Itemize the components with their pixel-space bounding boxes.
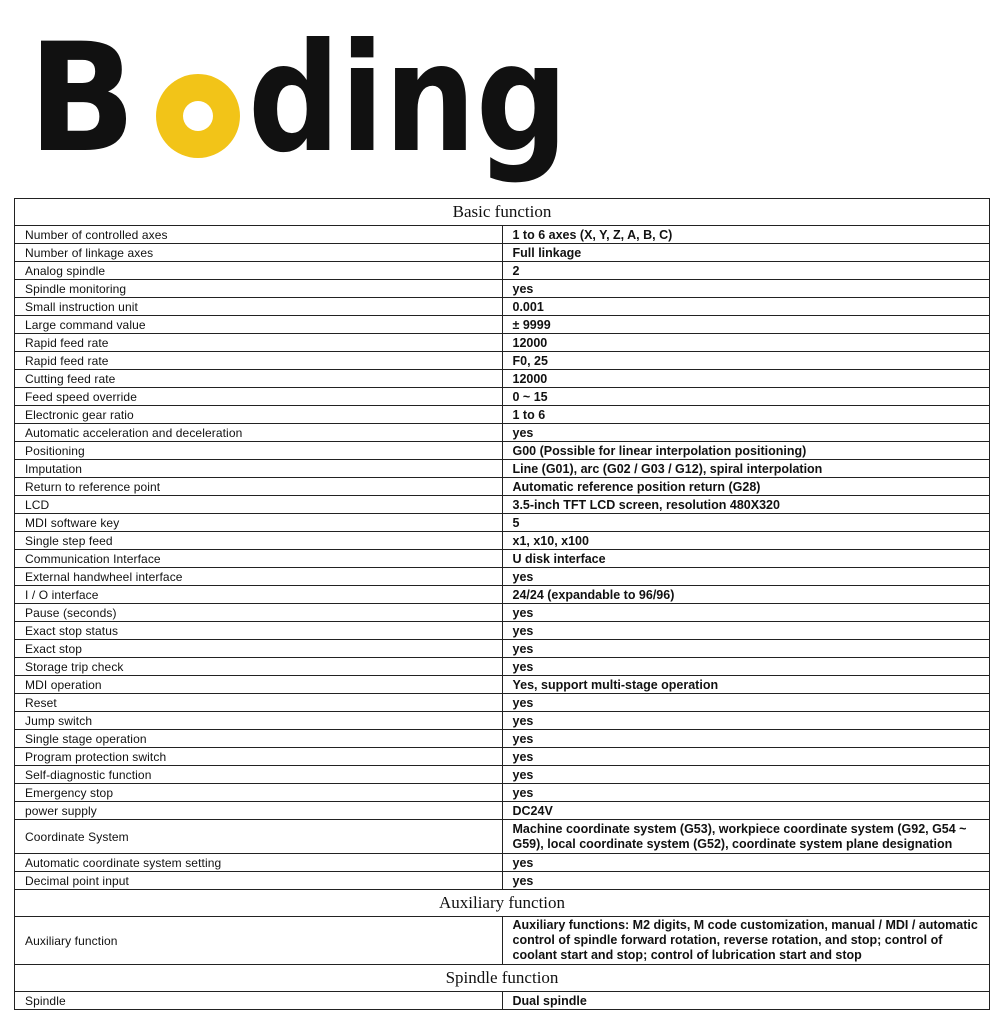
spec-value: U disk interface (502, 550, 990, 568)
spec-value: yes (502, 280, 990, 298)
spec-label: Feed speed override (15, 388, 503, 406)
table-row (15, 748, 990, 766)
table-row (15, 442, 990, 460)
spec-value: Automatic reference position return (G28) (502, 478, 990, 496)
table-row (15, 712, 990, 730)
spec-label: Number of linkage axes (15, 244, 503, 262)
spec-label: Positioning (15, 442, 503, 460)
spec-label: Storage trip check (15, 658, 503, 676)
spec-value: yes (502, 766, 990, 784)
spec-value: 12000 (502, 334, 990, 352)
table-row (15, 992, 990, 1010)
spec-label: Small instruction unit (15, 298, 503, 316)
spec-value: yes (502, 712, 990, 730)
spec-value: yes (502, 424, 990, 442)
spec-label: LCD (15, 496, 503, 514)
logo-letter-b: B (28, 22, 136, 186)
table-row (15, 604, 990, 622)
spec-value: 5 (502, 514, 990, 532)
spec-table-body (15, 199, 990, 1010)
spec-value: DC24V (502, 802, 990, 820)
table-row (15, 802, 990, 820)
table-row (15, 694, 990, 712)
spec-value: yes (502, 854, 990, 872)
spec-label: Jump switch (15, 712, 503, 730)
spec-label: Number of controlled axes (15, 226, 503, 244)
spec-label: power supply (15, 802, 503, 820)
table-row (15, 622, 990, 640)
spec-label: Spindle (15, 992, 503, 1010)
table-row (15, 334, 990, 352)
spec-label: Rapid feed rate (15, 352, 503, 370)
table-row (15, 352, 990, 370)
table-row (15, 784, 990, 802)
section-header (15, 199, 990, 226)
spec-value: yes (502, 872, 990, 890)
spec-label: Single stage operation (15, 730, 503, 748)
spec-value: 1 to 6 axes (X, Y, Z, A, B, C) (502, 226, 990, 244)
spec-label: Exact stop (15, 640, 503, 658)
spec-value: ± 9999 (502, 316, 990, 334)
section-title: Basic function (15, 199, 990, 226)
brand-logo (28, 22, 588, 192)
table-row (15, 370, 990, 388)
spec-value: 1 to 6 (502, 406, 990, 424)
table-row (15, 406, 990, 424)
spec-value: Machine coordinate system (G53), workpiece coordinate system (G92, G54 ~ G59), local coordinate system (G52), coordinate system plane designation (502, 820, 990, 854)
spec-value: 24/24 (expandable to 96/96) (502, 586, 990, 604)
table-row (15, 496, 990, 514)
section-title: Spindle function (15, 965, 990, 992)
table-row (15, 244, 990, 262)
spec-label: Cutting feed rate (15, 370, 503, 388)
spec-value: yes (502, 640, 990, 658)
table-row (15, 280, 990, 298)
spec-label: Automatic coordinate system setting (15, 854, 503, 872)
spec-value: yes (502, 622, 990, 640)
spec-value: x1, x10, x100 (502, 532, 990, 550)
spec-label: Spindle monitoring (15, 280, 503, 298)
spec-label: Program protection switch (15, 748, 503, 766)
section-title: Auxiliary function (15, 890, 990, 917)
spec-label: Automatic acceleration and deceleration (15, 424, 503, 442)
spec-value: Dual spindle (502, 992, 990, 1010)
spec-value: G00 (Possible for linear interpolation positioning) (502, 442, 990, 460)
table-row (15, 388, 990, 406)
table-row (15, 917, 990, 965)
spec-value: yes (502, 748, 990, 766)
spec-value: yes (502, 694, 990, 712)
table-row (15, 658, 990, 676)
spec-label: MDI operation (15, 676, 503, 694)
table-row (15, 298, 990, 316)
spec-label: Return to reference point (15, 478, 503, 496)
logo-wordmark (28, 22, 588, 192)
spec-value: 12000 (502, 370, 990, 388)
spec-value: F0, 25 (502, 352, 990, 370)
spec-value: Full linkage (502, 244, 990, 262)
spec-label: Imputation (15, 460, 503, 478)
spec-value: yes (502, 658, 990, 676)
spec-table (14, 198, 990, 1010)
spec-label: Reset (15, 694, 503, 712)
spec-label: Self-diagnostic function (15, 766, 503, 784)
spec-value: 2 (502, 262, 990, 280)
spec-label: Electronic gear ratio (15, 406, 503, 424)
table-row (15, 262, 990, 280)
spec-value: yes (502, 568, 990, 586)
table-row (15, 676, 990, 694)
table-row (15, 820, 990, 854)
spec-value: 0.001 (502, 298, 990, 316)
section-header (15, 890, 990, 917)
spec-value: Auxiliary functions: M2 digits, M code customization, manual / MDI / automatic control of spindle forward rotation, reverse rotation, and stop; control of coolant start and stop; control of lubrication start and stop (502, 917, 990, 965)
spec-label: Coordinate System (15, 820, 503, 854)
table-row (15, 640, 990, 658)
table-row (15, 514, 990, 532)
spec-label: I / O interface (15, 586, 503, 604)
table-row (15, 478, 990, 496)
spec-label: Large command value (15, 316, 503, 334)
spec-label: Single step feed (15, 532, 503, 550)
table-row (15, 854, 990, 872)
spec-value: yes (502, 784, 990, 802)
table-row (15, 568, 990, 586)
spec-label: Rapid feed rate (15, 334, 503, 352)
spec-label: Exact stop status (15, 622, 503, 640)
spec-label: MDI software key (15, 514, 503, 532)
spec-label: Emergency stop (15, 784, 503, 802)
table-row (15, 532, 990, 550)
table-row (15, 226, 990, 244)
spec-value: Line (G01), arc (G02 / G03 / G12), spiral interpolation (502, 460, 990, 478)
spec-value: yes (502, 730, 990, 748)
spec-label: Pause (seconds) (15, 604, 503, 622)
table-row (15, 872, 990, 890)
table-row (15, 316, 990, 334)
spec-label: External handwheel interface (15, 568, 503, 586)
table-row (15, 550, 990, 568)
spec-label: Decimal point input (15, 872, 503, 890)
spec-value: Yes, support multi-stage operation (502, 676, 990, 694)
spec-label: Auxiliary function (15, 917, 503, 965)
section-header (15, 965, 990, 992)
logo-letters-ding: ding (248, 22, 568, 186)
spec-label: Communication Interface (15, 550, 503, 568)
spec-label: Analog spindle (15, 262, 503, 280)
spec-value: yes (502, 604, 990, 622)
table-row (15, 586, 990, 604)
table-row (15, 460, 990, 478)
table-row (15, 730, 990, 748)
table-row (15, 424, 990, 442)
spec-value: 3.5-inch TFT LCD screen, resolution 480X320 (502, 496, 990, 514)
table-row (15, 766, 990, 784)
spec-value: 0 ~ 15 (502, 388, 990, 406)
